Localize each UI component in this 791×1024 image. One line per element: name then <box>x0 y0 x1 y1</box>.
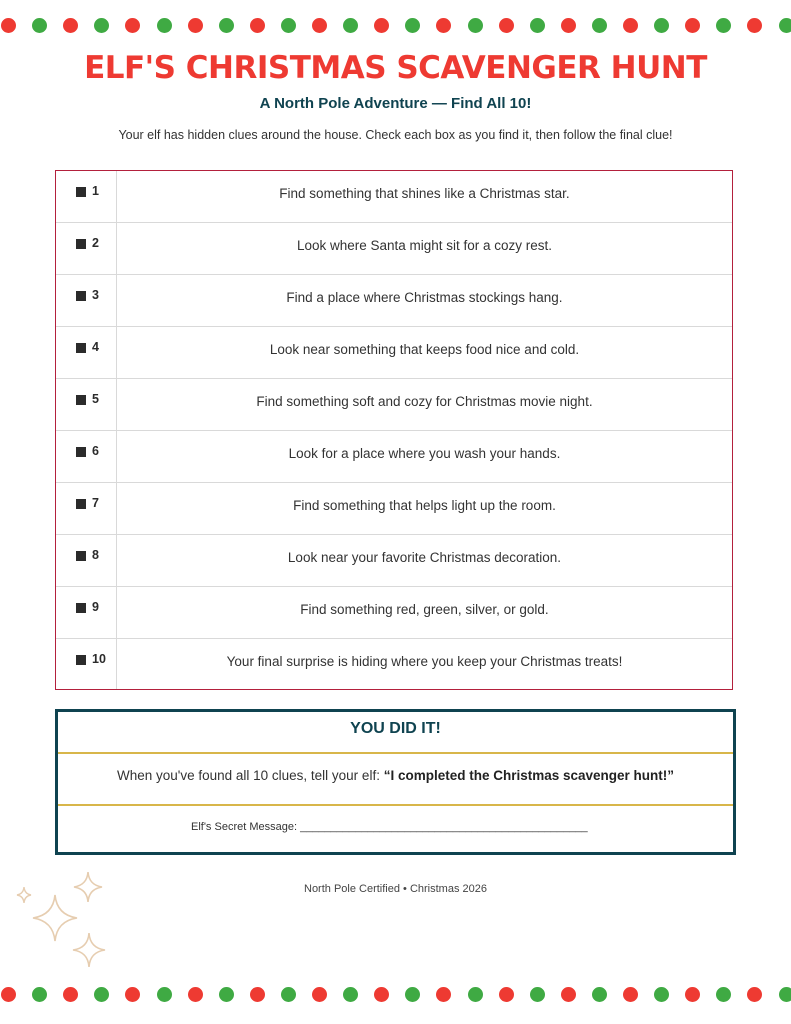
clue-text: Look for a place where you wash your hands. <box>288 446 561 461</box>
green-dot <box>405 987 420 1002</box>
sparkle-icon <box>74 872 102 902</box>
red-dot <box>623 18 638 33</box>
red-dot <box>685 987 700 1002</box>
bottom-dot-border <box>0 987 791 1003</box>
red-dot <box>188 987 203 1002</box>
green-dot <box>343 18 358 33</box>
clue-checkbox[interactable] <box>76 499 86 509</box>
green-dot <box>157 18 172 33</box>
clue-row <box>56 639 732 691</box>
clue-checkbox-cell <box>56 171 117 223</box>
clue-row <box>56 535 732 587</box>
clue-text: Your final surprise is hiding where you keep your Christmas treats! <box>226 654 623 669</box>
clue-checkbox-cell <box>56 327 117 379</box>
green-dot <box>281 18 296 33</box>
green-dot <box>468 987 483 1002</box>
clue-row <box>56 379 732 431</box>
sparkle-icon <box>33 895 77 941</box>
red-dot <box>561 987 576 1002</box>
red-dot <box>312 987 327 1002</box>
clue-checkbox[interactable] <box>76 395 86 405</box>
clue-checkbox-cell <box>56 639 117 691</box>
green-dot <box>592 18 607 33</box>
red-dot <box>63 18 78 33</box>
red-dot <box>1 987 16 1002</box>
green-dot <box>219 987 234 1002</box>
page-subtitle: A North Pole Adventure — Find All 10! <box>259 95 532 112</box>
clue-number: 2 <box>92 236 99 250</box>
green-dot <box>405 18 420 33</box>
completion-message <box>58 768 733 783</box>
red-dot <box>747 18 762 33</box>
clue-text: Look where Santa might sit for a cozy rest. <box>296 238 553 253</box>
page-title: ELF'S CHRISTMAS SCAVENGER HUNT <box>84 50 707 86</box>
green-dot <box>654 987 669 1002</box>
red-dot <box>499 987 514 1002</box>
clue-checkbox[interactable] <box>76 343 86 353</box>
clue-text: Find something that helps light up the room. <box>293 498 556 513</box>
clue-checkbox-cell <box>56 223 117 275</box>
clue-row <box>56 171 732 223</box>
clue-row <box>56 223 732 275</box>
clue-checkbox-cell <box>56 431 117 483</box>
clue-text: Find something red, green, silver, or gold. <box>300 602 549 617</box>
sparkle-icon <box>73 933 105 967</box>
clue-row <box>56 587 732 639</box>
red-dot <box>685 18 700 33</box>
red-dot <box>499 18 514 33</box>
green-dot <box>654 18 669 33</box>
clue-checkbox[interactable] <box>76 551 86 561</box>
clue-number: 9 <box>92 600 99 614</box>
clue-text: Look near something that keeps food nice and cold. <box>269 342 580 357</box>
green-dot <box>779 18 791 33</box>
red-dot <box>125 18 140 33</box>
clue-number: 6 <box>92 444 99 458</box>
red-dot <box>1 18 16 33</box>
green-dot <box>779 987 791 1002</box>
secret-message-line: _______________________________________________ <box>300 821 588 833</box>
gold-divider <box>58 752 733 754</box>
red-dot <box>747 987 762 1002</box>
secret-message-field[interactable] <box>191 821 588 833</box>
clue-number: 3 <box>92 288 99 302</box>
clue-number: 4 <box>92 340 99 354</box>
clue-number: 7 <box>92 496 99 510</box>
clue-row <box>56 431 732 483</box>
completion-title: YOU DID IT! <box>350 720 441 737</box>
red-dot <box>623 987 638 1002</box>
clue-checkbox-cell <box>56 379 117 431</box>
red-dot <box>436 18 451 33</box>
red-dot <box>125 987 140 1002</box>
green-dot <box>32 987 47 1002</box>
red-dot <box>436 987 451 1002</box>
clue-checkbox-cell <box>56 587 117 639</box>
red-dot <box>250 18 265 33</box>
intro-text: Your elf has hidden clues around the house. Check each box as you find it, then follow the final clue! <box>118 128 673 142</box>
clue-checkbox[interactable] <box>76 655 86 665</box>
green-dot <box>716 987 731 1002</box>
clue-checkbox[interactable] <box>76 239 86 249</box>
red-dot <box>63 987 78 1002</box>
completion-message-quote: “I completed the Christmas scavenger hunt!” <box>383 768 675 783</box>
secret-message-label: Elf's Secret Message: <box>191 821 301 833</box>
clue-number: 1 <box>92 184 99 198</box>
green-dot <box>219 18 234 33</box>
green-dot <box>94 18 109 33</box>
clue-number: 5 <box>92 392 99 406</box>
clue-text: Find something soft and cozy for Christmas movie night. <box>256 394 593 409</box>
completion-message-prefix: When you've found all 10 clues, tell your elf: <box>116 768 384 783</box>
red-dot <box>374 18 389 33</box>
red-dot <box>250 987 265 1002</box>
clue-checkbox-cell <box>56 483 117 535</box>
clue-number: 10 <box>92 652 106 666</box>
sparkle-icon <box>17 887 31 903</box>
clue-checkbox-cell <box>56 535 117 587</box>
clue-row <box>56 483 732 535</box>
clue-text: Look near your favorite Christmas decoration. <box>287 550 562 565</box>
completion-box <box>55 709 736 855</box>
red-dot <box>312 18 327 33</box>
green-dot <box>530 18 545 33</box>
clue-row <box>56 327 732 379</box>
clue-checkbox-cell <box>56 275 117 327</box>
green-dot <box>281 987 296 1002</box>
clue-text: Find something that shines like a Christmas star. <box>279 186 570 201</box>
clue-row <box>56 275 732 327</box>
red-dot <box>374 987 389 1002</box>
green-dot <box>32 18 47 33</box>
green-dot <box>343 987 358 1002</box>
green-dot <box>716 18 731 33</box>
green-dot <box>94 987 109 1002</box>
red-dot <box>188 18 203 33</box>
red-dot <box>561 18 576 33</box>
clue-table <box>55 170 733 690</box>
footer-text: North Pole Certified • Christmas 2026 <box>304 883 487 895</box>
clue-checkbox[interactable] <box>76 603 86 613</box>
green-dot <box>157 987 172 1002</box>
green-dot <box>592 987 607 1002</box>
gold-divider <box>58 804 733 806</box>
clue-checkbox[interactable] <box>76 291 86 301</box>
clue-number: 8 <box>92 548 99 562</box>
clue-checkbox[interactable] <box>76 447 86 457</box>
clue-checkbox[interactable] <box>76 187 86 197</box>
green-dot <box>468 18 483 33</box>
green-dot <box>530 987 545 1002</box>
clue-text: Find a place where Christmas stockings hang. <box>286 290 563 305</box>
top-dot-border <box>0 18 791 34</box>
sparkles-icon <box>10 865 120 980</box>
